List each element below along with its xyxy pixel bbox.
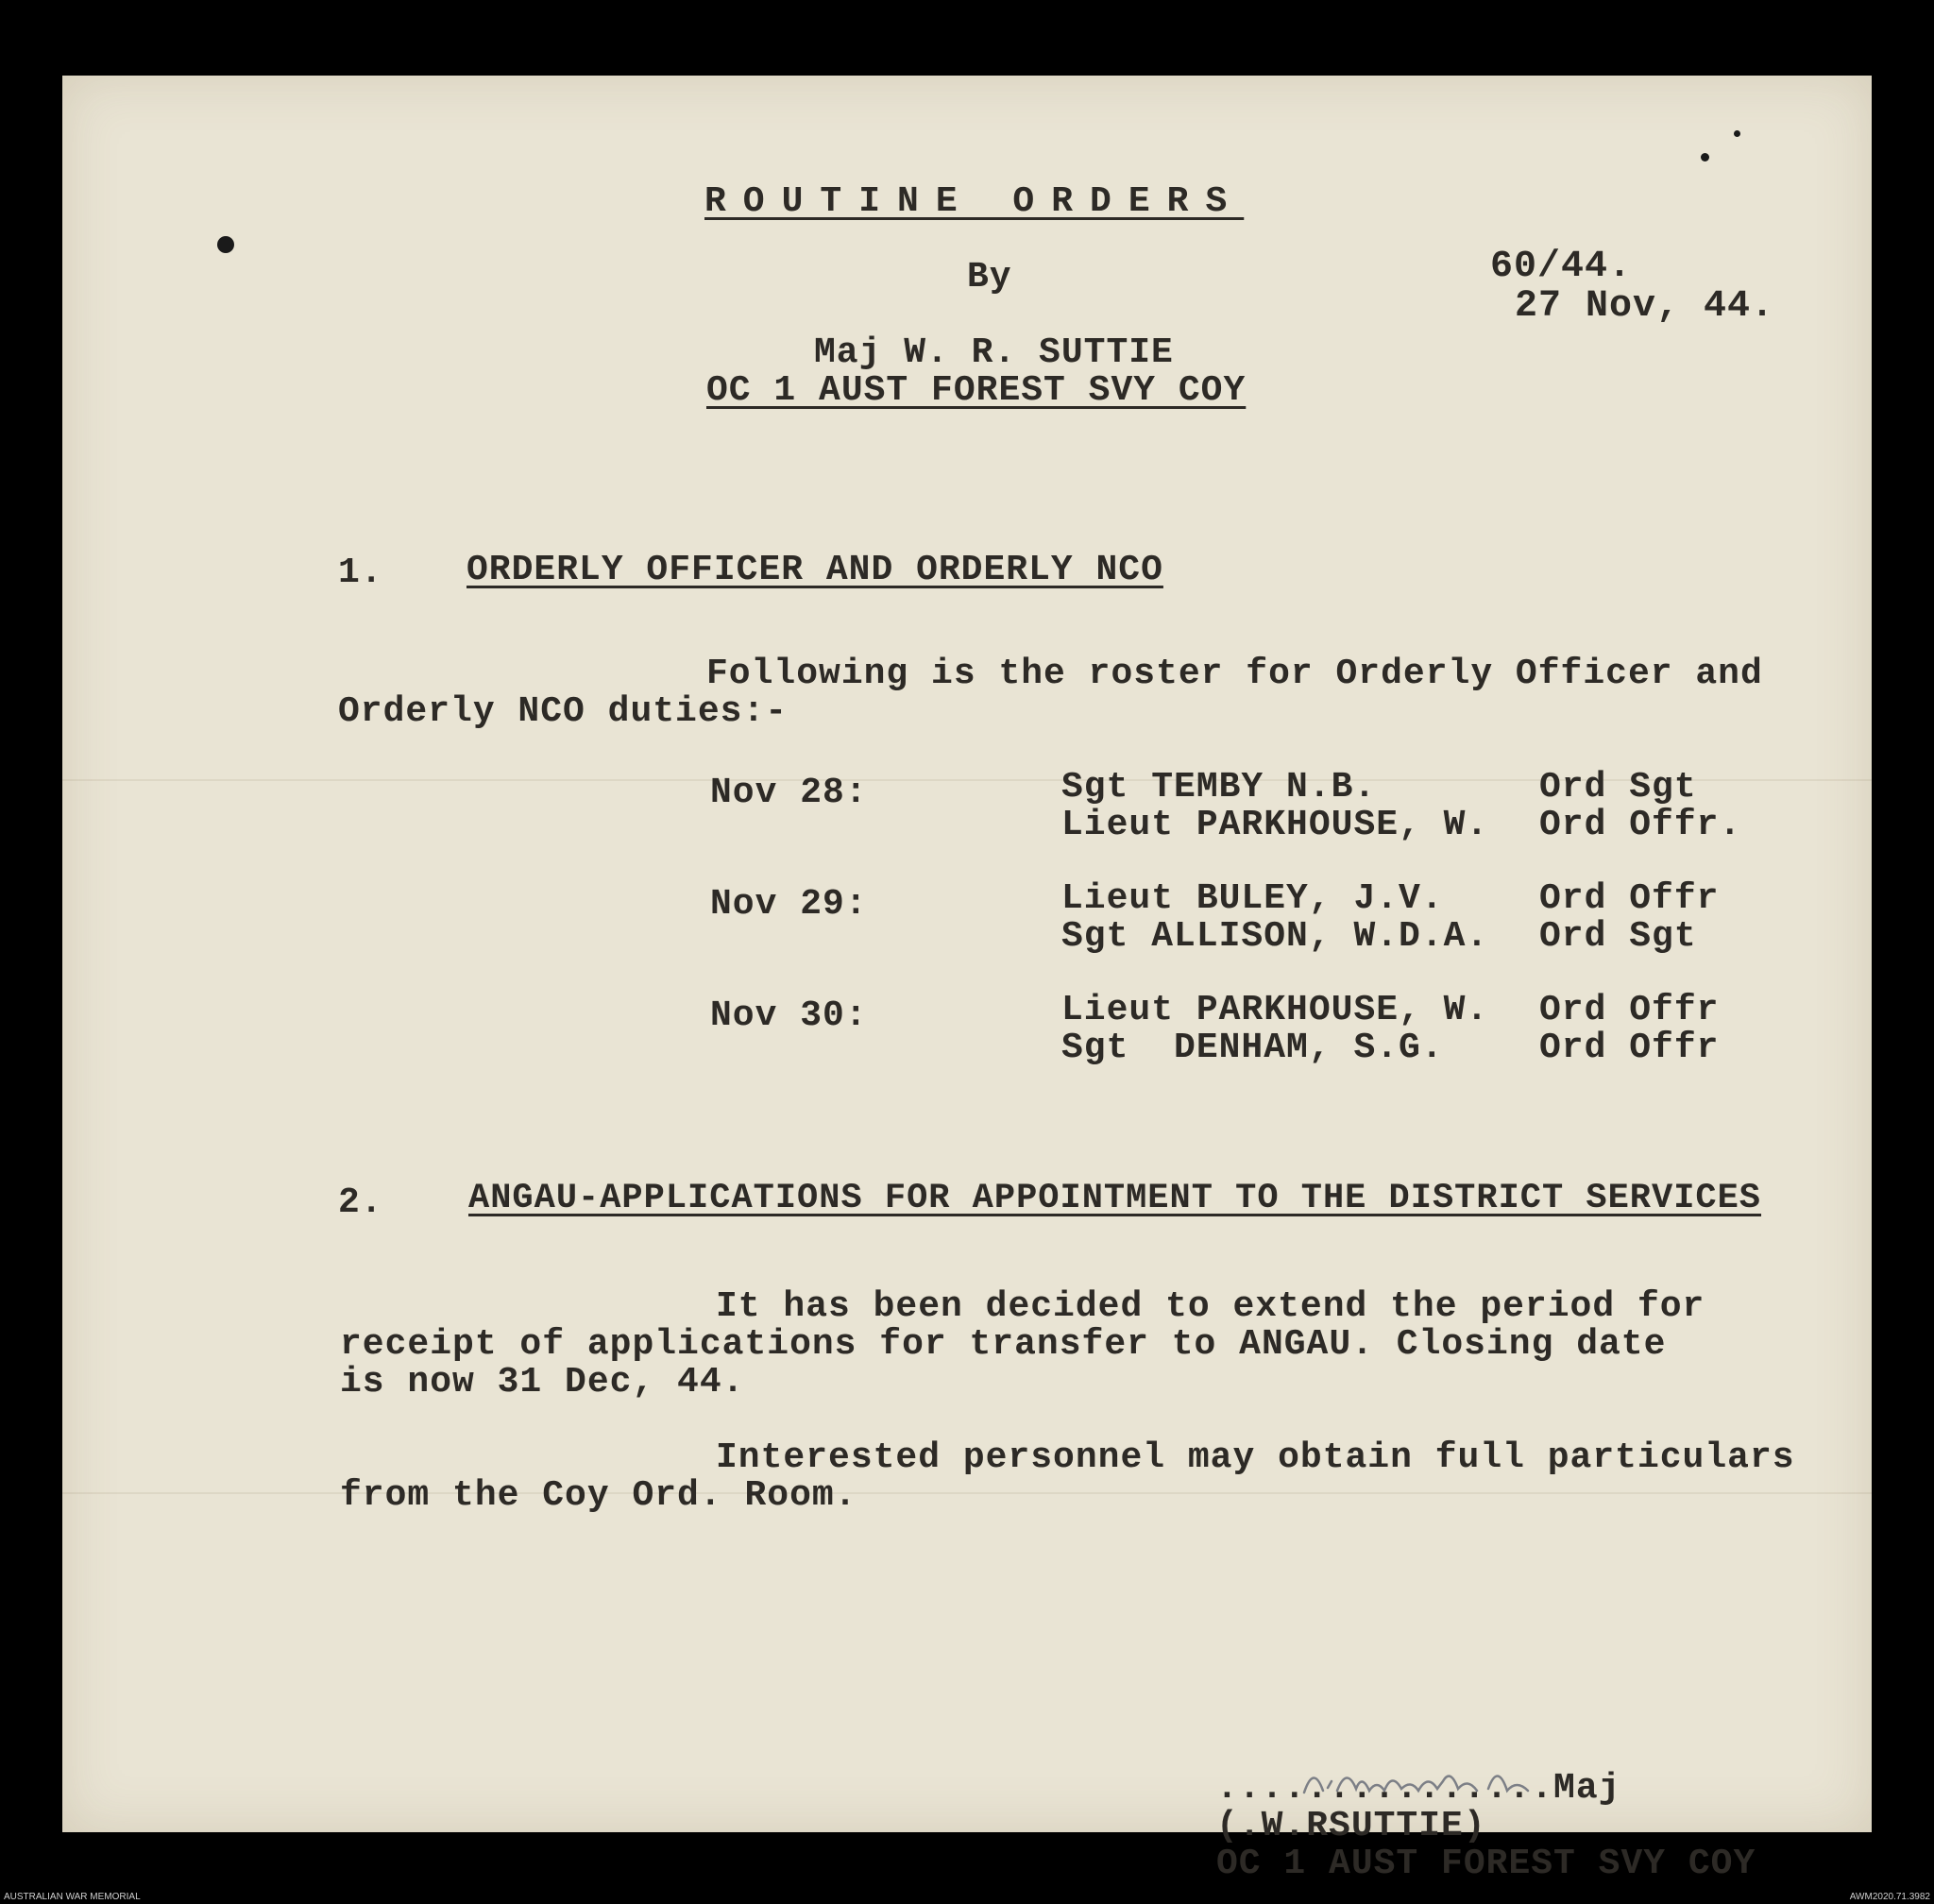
signature-line: ...............Maj	[1216, 1768, 1621, 1809]
roster-name: Sgt DENHAM, S.G.	[1061, 1028, 1444, 1068]
roster-name: Lieut PARKHOUSE, W.	[1061, 990, 1489, 1030]
signature-unit: OC 1 AUST FOREST SVY COY	[1216, 1844, 1756, 1884]
roster-name: Sgt ALLISON, W.D.A.	[1061, 916, 1489, 957]
by-label: By	[967, 257, 1012, 298]
roster-date: Nov 29:	[710, 884, 868, 925]
punch-hole	[217, 236, 234, 253]
section-1-number: 1.	[338, 552, 383, 593]
roster-name: Lieut BULEY, J.V.	[1061, 878, 1444, 919]
document-page	[62, 76, 1872, 1884]
roster-name: Sgt TEMBY N.B.	[1061, 767, 1377, 808]
section-2-heading: ANGAU-APPLICATIONS FOR APPOINTMENT TO THE DISTRICT SERVICES	[468, 1179, 1762, 1218]
document-title: ROUTINE ORDERS	[704, 181, 1245, 222]
archive-reference: AWM2020.71.3982	[1849, 1892, 1930, 1902]
punch-hole	[1701, 153, 1709, 162]
section-1-intro: Following is the roster for Orderly Officer and	[706, 654, 1763, 694]
roster-date: Nov 28:	[710, 773, 868, 813]
signature-name: (.W.RSUTTIE)	[1216, 1806, 1486, 1846]
roster-duty: Ord Offr	[1539, 990, 1720, 1030]
issuer-unit: OC 1 AUST FOREST SVY COY	[706, 370, 1247, 411]
section-2-number: 2.	[338, 1182, 383, 1223]
roster-name: Lieut PARKHOUSE, W.	[1061, 805, 1489, 845]
roster-duty: Ord Sgt	[1539, 767, 1697, 808]
order-number: 60/44.	[1490, 246, 1633, 288]
roster-duty: Ord Sgt	[1539, 916, 1697, 957]
section-2-paragraph: It has been decided to extend the period for	[716, 1286, 1705, 1327]
issuer-name: Maj W. R. SUTTIE	[814, 332, 1174, 373]
punch-hole	[1734, 130, 1740, 137]
roster-date: Nov 30:	[710, 995, 868, 1036]
roster-duty: Ord Offr	[1539, 878, 1720, 919]
section-2-paragraph: is now 31 Dec, 44.	[340, 1362, 745, 1402]
section-1-intro: Orderly NCO duties:-	[338, 691, 789, 732]
section-1-heading: ORDERLY OFFICER AND ORDERLY NCO	[467, 550, 1163, 590]
roster-duty: Ord Offr.	[1539, 805, 1742, 845]
archive-credit: AUSTRALIAN WAR MEMORIAL	[4, 1892, 141, 1902]
section-2-paragraph: from the Coy Ord. Room.	[340, 1475, 857, 1516]
section-2-paragraph: receipt of applications for transfer to ANGAU. Closing date	[340, 1324, 1667, 1365]
paper-fold	[62, 1492, 1872, 1494]
roster-duty: Ord Offr	[1539, 1028, 1720, 1068]
section-2-paragraph: Interested personnel may obtain full particulars	[716, 1437, 1795, 1478]
order-date: 27 Nov, 44.	[1515, 285, 1775, 328]
